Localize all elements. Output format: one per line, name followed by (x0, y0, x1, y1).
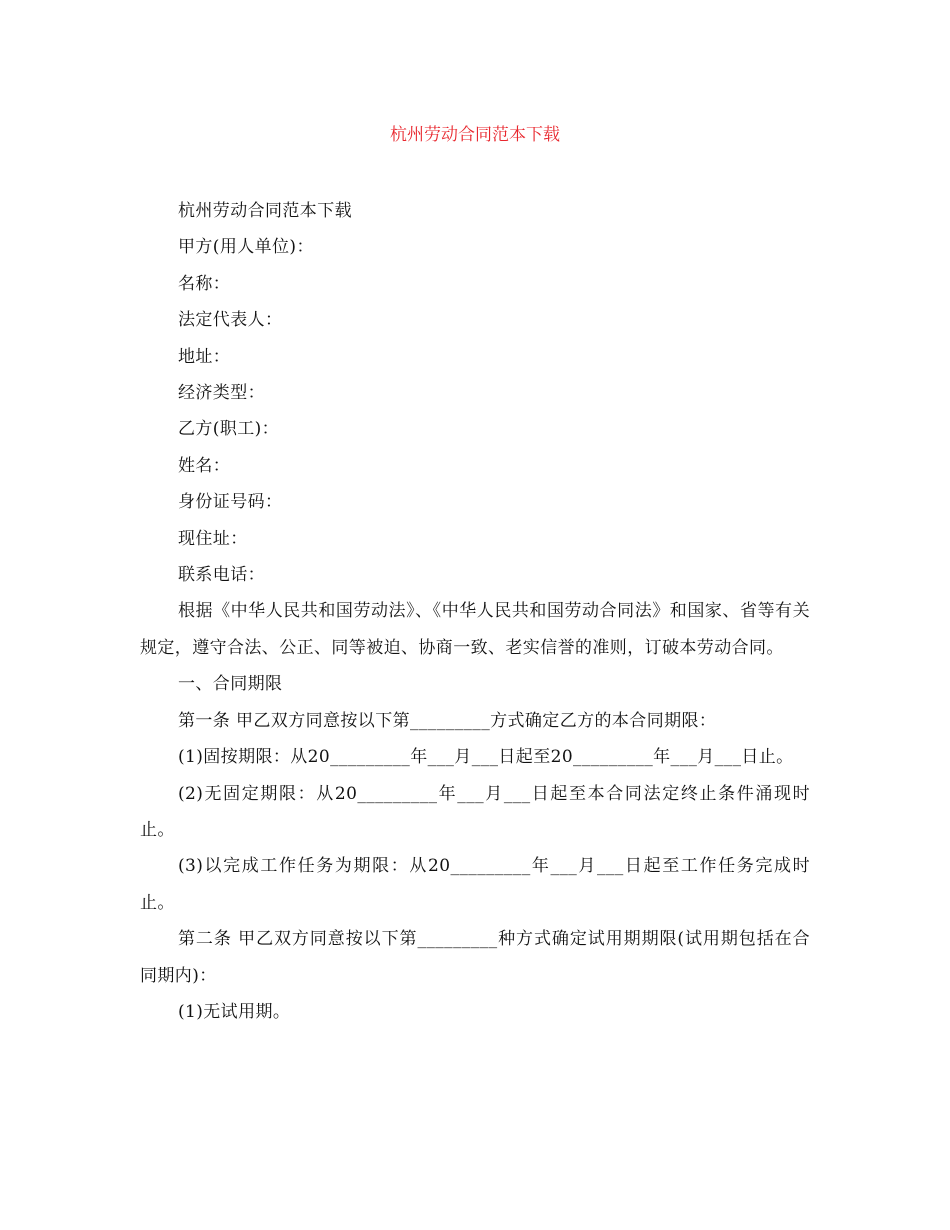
party-b-name-field: 姓名： (178, 455, 231, 476)
document-body (140, 193, 810, 1030)
term-option-fixed: (1)固按期限：从20_________年___月___日起至20_________年___月___日止。 (178, 747, 794, 768)
party-b-id-number-field: 身份证号码： (178, 492, 283, 513)
term-option-task-based: (3)以完成工作任务为期限：从20_________年___月___日起至工作任务完成时止。 (140, 856, 810, 913)
party-a-economic-type-field: 经济类型： (178, 383, 265, 404)
document-title: 杭州劳动合同范本下载 (390, 125, 560, 145)
party-a-representative-field: 法定代表人： (178, 310, 283, 331)
paragraph-heading: 杭州劳动合同范本下载 (178, 201, 352, 221)
term-option-open-ended: (2)无固定期限：从20_________年___月___日起至本合同法定终止条件涌现时止。 (140, 783, 810, 840)
article-two: 第二条 甲乙双方同意按以下第_________种方式确定试用期期限(试用期包括在合同期内)： (140, 929, 810, 986)
section-heading-contract-term: 一、合同期限 (178, 674, 283, 695)
party-b-address-field: 现住址： (178, 528, 248, 549)
party-a-name-field: 名称： (178, 273, 231, 294)
preamble-paragraph: 根据《中华人民共和国劳动法》、《中华人民共和国劳动合同法》和国家、省等有关规定，遵守合法、公正、同等被迫、协商一致、老实信誉的准则，订破本劳动合同。 (140, 601, 810, 658)
party-a-label: 甲方(用人单位)： (178, 237, 314, 258)
probation-option-none: (1)无试用期。 (178, 1001, 291, 1022)
party-a-address-field: 地址： (178, 346, 231, 367)
party-b-phone-field: 联系电话： (178, 565, 265, 586)
article-one: 第一条 甲乙双方同意按以下第_________方式确定乙方的本合同期限： (178, 710, 717, 731)
party-b-label: 乙方(职工)： (178, 419, 280, 440)
